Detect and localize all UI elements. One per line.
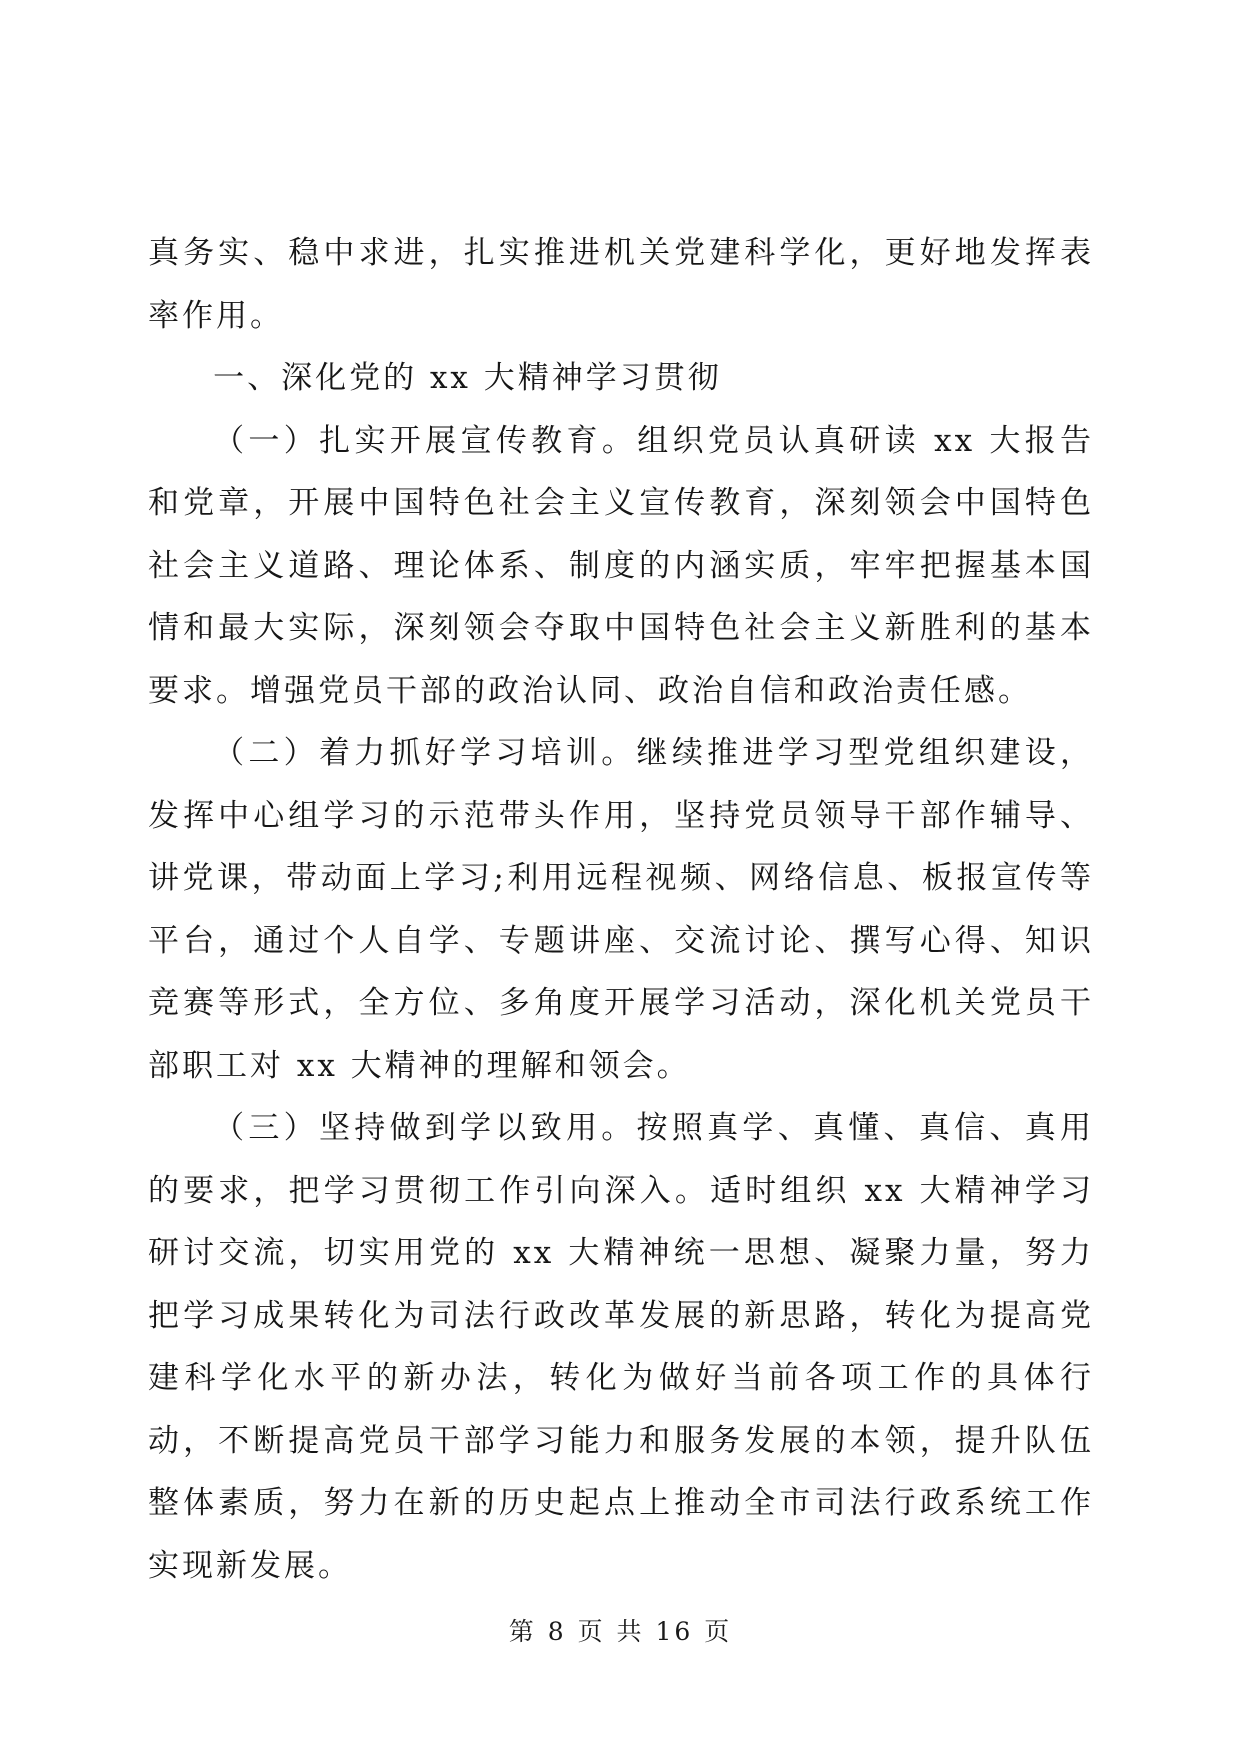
continuation-paragraph: 真务实、稳中求进，扎实推进机关党建科学化，更好地发挥表率作用。	[148, 235, 1094, 334]
document-body	[148, 222, 1094, 1597]
section-heading: 一、深化党的 xx 大精神学习贯彻	[213, 360, 722, 396]
body-paragraph-3: （三）坚持做到学以致用。按照真学、真懂、真信、真用的要求，把学习贯彻工作引向深入。适时组织 xx 大精神学习研讨交流，切实用党的 xx 大精神统一思想、凝聚力量，努力把学习成果转化为司法行政改革发展的新思路，转化为提高党建科学化水平的新办法，转化为做好当前各项工作的具体行动，不断提高党员干部学习能力和服务发展的本领，提升队伍整体素质，努力在新的历史起点上推动全市司法行政系统工作实现新发展。	[148, 1110, 1094, 1584]
page-footer: 第 8 页 共 16 页	[508, 1617, 733, 1646]
body-paragraph-1: （一）扎实开展宣传教育。组织党员认真研读 xx 大报告和党章，开展中国特色社会主义宣传教育，深刻领会中国特色社会主义道路、理论体系、制度的内涵实质，牢牢把握基本国情和最大实际，深刻领会夺取中国特色社会主义新胜利的基本要求。增强党员干部的政治认同、政治自信和政治责任感。	[148, 422, 1094, 709]
body-paragraph-2: （二）着力抓好学习培训。继续推进学习型党组织建设，发挥中心组学习的示范带头作用，坚持党员领导干部作辅导、讲党课，带动面上学习;利用远程视频、网络信息、板报宣传等平台，通过个人自学、专题讲座、交流讨论、撰写心得、知识竞赛等形式，全方位、多角度开展学习活动，深化机关党员干部职工对 xx 大精神的理解和领会。	[148, 735, 1094, 1084]
